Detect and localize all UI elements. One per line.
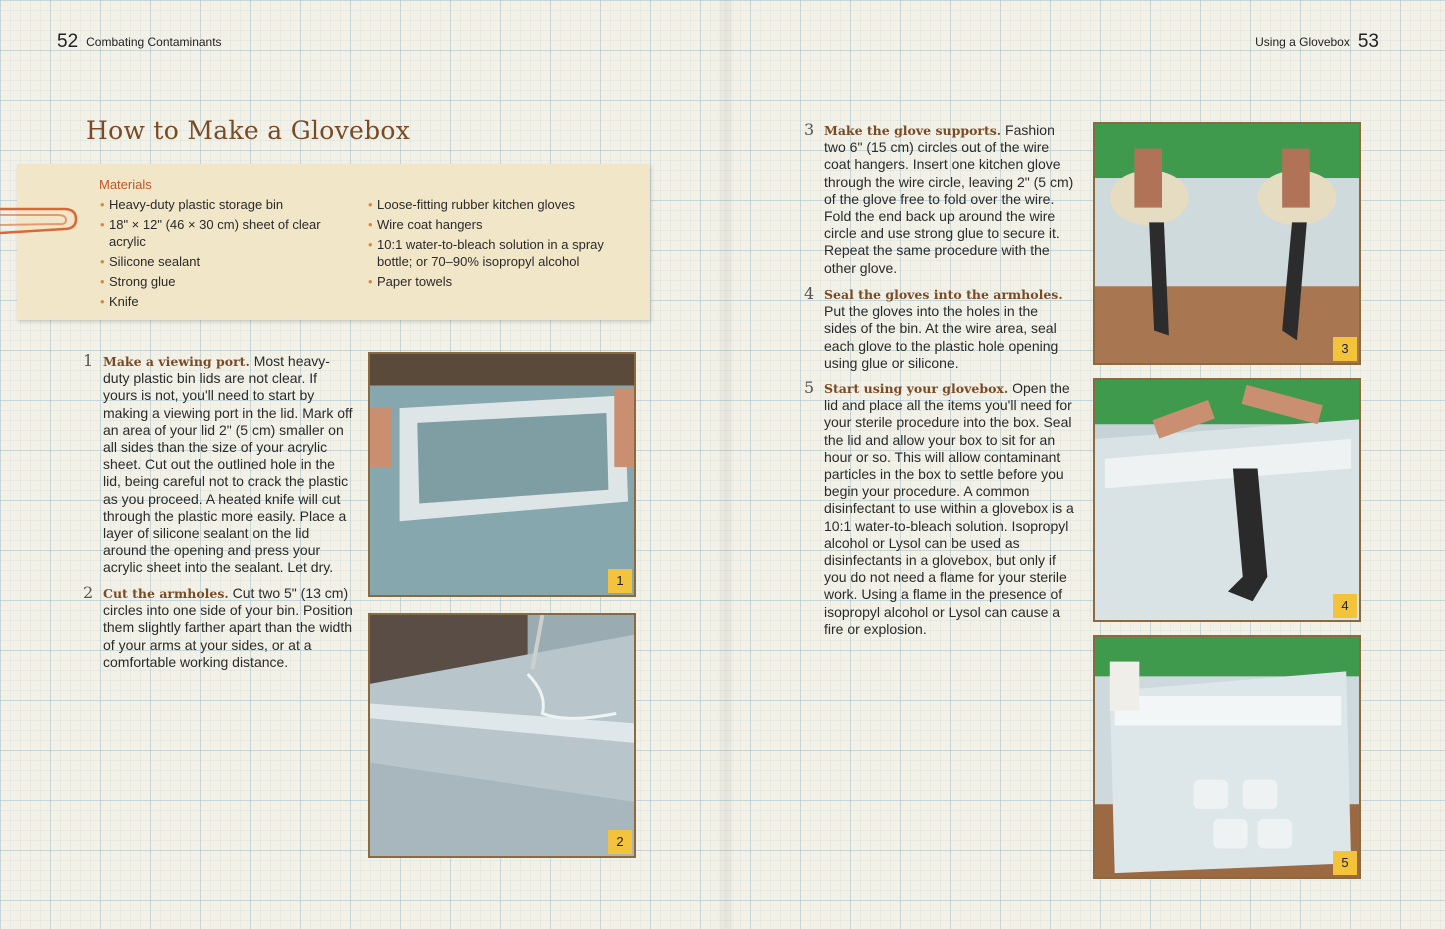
photo-label: 5 xyxy=(1333,851,1357,875)
list-item: • Paper towels xyxy=(368,274,623,291)
list-item: • 18" × 12" (46 × 30 cm) sheet of clear acrylic xyxy=(100,217,340,250)
step-text: Put the gloves into the holes in the sides of the bin. At the wire area, seal each glove to the plastic hole opening using glue or silicone. xyxy=(824,303,1059,371)
photo-using-glovebox xyxy=(1093,635,1361,879)
list-item: • Heavy-duty plastic storage bin xyxy=(100,197,340,214)
materials-list-right xyxy=(368,197,623,294)
step-text: Most heavy-duty plastic bin lids are not clear. If yours is not, you'll need to start by making a viewing port in the lid. Mark off an area of your lid 2" (5 cm) smaller on all sides than the size of your acrylic sheet. Cut out the outlined hole in the lid, being careful not to crack the plastic as you proceed. A heated knife will cut through the plastic more easily. Place a layer of silicone sealant on the lid around the opening and press your acrylic sheet into the sealant. Let dry. xyxy=(103,353,353,576)
materials-heading: Materials xyxy=(99,177,152,192)
page-title: How to Make a Glovebox xyxy=(86,116,411,145)
materials-box xyxy=(17,164,650,320)
step-lead: Start using your glovebox. xyxy=(824,381,1009,396)
step-number: 4 xyxy=(804,284,815,303)
photo-label: 3 xyxy=(1333,337,1357,361)
photo-label: 1 xyxy=(608,569,632,593)
step-text: Cut two 5" (13 cm) circles into one side of your bin. Position them slightly farther apart than the width of your arms at your sides, or at a comfortable working distance. xyxy=(103,585,353,670)
materials-list-left xyxy=(100,197,340,314)
left-section-title: Combating Contaminants xyxy=(86,35,222,49)
step-lead: Make the glove supports. xyxy=(824,123,1002,138)
book-gutter xyxy=(718,0,734,929)
photo-seal-gloves xyxy=(1093,378,1361,622)
step-text: Open the lid and place all the items you'll need for your sterile procedure into the box. Seal the lid and allow your box to sit for an hour or so. This will allow contaminant particles in the box to settle before you begin your procedure. A common disinfectant to use within a glovebox is a 10:1 water-to-bleach solution. Isopropyl alcohol or Lysol can be used as disinfectants in a glovebox, but only if you do not need a flame for your sterile work. Using a flame in the presence of isopropyl alcohol or Lysol can cause a fire or explosion. xyxy=(824,380,1074,637)
list-item: • Loose-fitting rubber kitchen gloves xyxy=(368,197,623,214)
photo-armholes xyxy=(368,613,636,858)
left-page-number: 52 xyxy=(57,31,79,52)
list-item: • Silicone sealant xyxy=(100,254,340,271)
list-item: • Strong glue xyxy=(100,274,340,291)
step-5 xyxy=(804,378,1074,638)
step-number: 5 xyxy=(804,378,815,397)
step-3 xyxy=(804,120,1074,277)
step-lead: Make a viewing port. xyxy=(103,354,250,369)
step-number: 3 xyxy=(804,120,815,139)
paperclip-icon xyxy=(0,201,90,237)
right-section-title: Using a Glovebox xyxy=(1255,35,1350,49)
right-running-head xyxy=(1255,31,1379,53)
step-number: 1 xyxy=(83,351,94,370)
step-2 xyxy=(83,583,353,671)
step-number: 2 xyxy=(83,583,94,602)
step-1 xyxy=(83,351,353,577)
photo-viewing-port xyxy=(368,352,636,597)
list-item: • Knife xyxy=(100,294,340,311)
photo-label: 2 xyxy=(608,830,632,854)
photo-glove-supports xyxy=(1093,122,1361,365)
step-lead: Cut the armholes. xyxy=(103,586,229,601)
photo-label: 4 xyxy=(1333,594,1357,618)
list-item: • 10:1 water-to-bleach solution in a spray bottle; or 70–90% isopropyl alcohol xyxy=(368,237,623,270)
step-text: Fashion two 6" (15 cm) circles out of the wire coat hangers. Insert one kitchen glove through the wire circle, leaving 2" (5 cm) of the glove free to fold over the wire. Fold the end back up around the wire circle and use strong glue to secure it. Repeat the same procedure with the other glove. xyxy=(824,122,1074,276)
left-running-head xyxy=(57,31,222,53)
step-lead: Seal the gloves into the armholes. xyxy=(824,287,1063,302)
list-item: • Wire coat hangers xyxy=(368,217,623,234)
right-page-number: 53 xyxy=(1357,31,1379,52)
step-4 xyxy=(804,284,1074,372)
